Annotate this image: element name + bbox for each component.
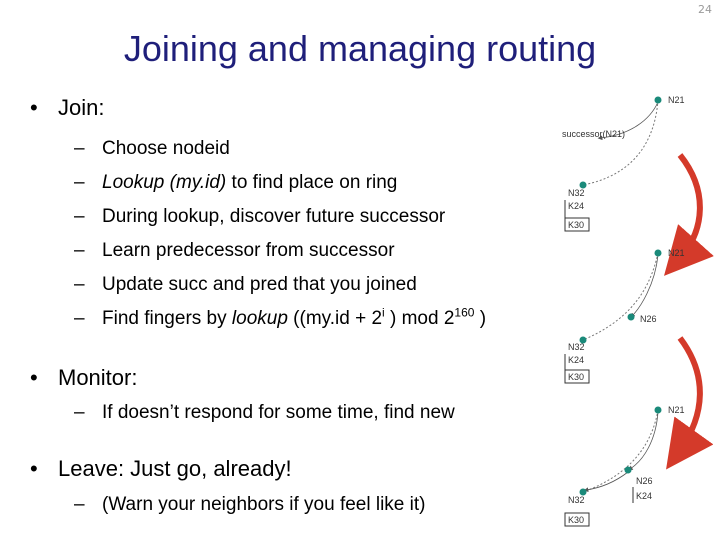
label-k30-3: K30	[568, 515, 585, 525]
bullet-dot: •	[30, 365, 38, 390]
label-k24: K24	[568, 201, 585, 211]
node-n26-3	[625, 467, 632, 474]
label-n32: N32	[568, 188, 585, 198]
pointer-n21-n26-3	[630, 412, 658, 469]
label-n32-3: N32	[568, 495, 585, 505]
label-k30-2: K30	[568, 372, 585, 382]
transition-arrow-2	[680, 338, 700, 450]
ring-arc-1	[583, 100, 658, 185]
label-n21-3: N21	[668, 405, 685, 415]
monitor-item: – If doesn’t respond for some time, find new	[74, 402, 455, 423]
label-successor: successor(N21)	[562, 129, 626, 139]
label-n26: N26	[640, 314, 657, 324]
join-item-fingers: – Find fingers by lookup (($my.id + 2^i$ ) mod $2^{160}$ )	[74, 305, 487, 329]
pointer-n26-n32	[586, 472, 628, 490]
bullet-monitor-label: Monitor:	[58, 365, 138, 390]
join-item-update: – Update succ and pred that you joined	[74, 274, 417, 295]
slide-number: 24	[698, 3, 712, 16]
slide-title: Joining and managing routing	[123, 28, 597, 69]
node-n26	[628, 314, 635, 321]
pointer-n21-n26	[632, 255, 658, 316]
label-k24-3: K24	[636, 491, 653, 501]
bullet-join-label: Join:	[58, 95, 105, 120]
join-item-learn: – Learn predecessor from successor	[74, 240, 395, 261]
join-item-lookup: – Lookup (my.id) to find place on ring	[74, 172, 398, 193]
label-k30: K30	[568, 220, 585, 230]
label-n26-3: N26	[636, 476, 653, 486]
ring-arc-2	[583, 253, 658, 340]
join-item-choose: – Choose nodeid	[74, 138, 230, 159]
node-n21	[655, 97, 662, 104]
label-k24-2: K24	[568, 355, 585, 365]
bullet-leave-label: Leave: Just go, already!	[58, 456, 292, 481]
label-n21: N21	[668, 95, 685, 105]
node-n21-2	[655, 250, 662, 257]
bullet-dot: •	[30, 95, 38, 120]
leave-item: – (Warn your neighbors if you feel like it)	[74, 494, 426, 515]
node-n21-3	[655, 407, 662, 414]
label-n21-2: N21	[668, 248, 685, 258]
transition-arrow-1	[680, 155, 700, 258]
bullet-join	[30, 95, 104, 121]
bullet-leave	[30, 456, 292, 482]
bullet-monitor	[30, 365, 137, 391]
label-n32-2: N32	[568, 342, 585, 352]
bullet-dot: •	[30, 456, 38, 481]
chord-ring-diagram	[540, 80, 720, 540]
join-item-during: – During lookup, discover future successor	[74, 206, 446, 227]
